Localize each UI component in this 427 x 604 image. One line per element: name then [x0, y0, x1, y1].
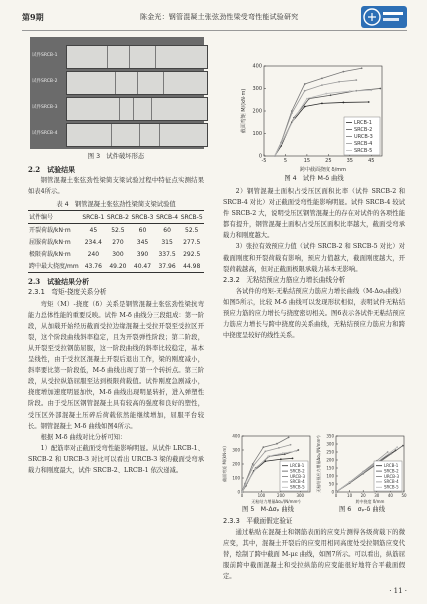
- legend-label: SRCB-4: [354, 141, 373, 148]
- section-2-2-text: 钢管混凝土张弦劲性梁简支梁试验过程中特征点实测结果如表4所示。: [28, 177, 204, 196]
- legend-label: URCB-3: [290, 473, 306, 479]
- y-tick-label: 0: [331, 489, 334, 495]
- journal-logo: [361, 6, 407, 28]
- data-point: [396, 446, 398, 448]
- legend-label: SRCB-5: [384, 484, 399, 490]
- data-point: [342, 71, 344, 73]
- table-header: SRCB-4: [155, 211, 180, 224]
- y-tick-label: 200: [326, 457, 334, 463]
- legend-label: LRCB-1: [384, 463, 399, 469]
- paragraph: 2）钢管混凝土面积占受压区面积比率（试件 SRCB-2 和 SRCB-4 对比）对正截面受弯性能影响明显。试件 SRCB-4 较试件 SRCB-2 大，说明受压区钢管混凝土的存在对试件的各项性能都有提升，钢管混凝土面积占受压区面积比率越大，截面受弯承载力和刚度越大。: [223, 188, 405, 240]
- legend-label: SRCB-5: [290, 484, 305, 490]
- journal-logo-icon: [361, 6, 407, 28]
- data-point: [321, 84, 323, 86]
- section-2-3-heading: 2.3 试验结果分析: [28, 277, 90, 287]
- table-row: 开裂荷载/kN·m 45 52.5 60 60 52.5: [29, 226, 199, 234]
- data-point: [402, 445, 404, 447]
- x-tick-label: 5: [283, 158, 288, 164]
- x-tick-label: 100: [257, 493, 266, 498]
- y-tick-label: 50: [328, 481, 334, 487]
- data-point: [379, 88, 381, 90]
- right-column: [223, 186, 405, 341]
- section-2-3-3-heading: 2.3.3 平截面假定验证: [223, 517, 293, 525]
- data-point: [292, 458, 294, 460]
- figure-5-caption: 图 5 M-Δσₚ 曲线: [242, 506, 294, 513]
- photo-label: 试件SRCB-4: [32, 131, 58, 136]
- data-point: [335, 491, 337, 493]
- table-row: 跨中最大挠度/mm 43.76 49.20 40.47 37.96 44.98: [28, 260, 204, 273]
- data-point: [264, 451, 266, 453]
- x-tick-label: 25: [325, 158, 332, 164]
- figure-4-caption: 图 4 试件 M-δ 曲线: [284, 175, 344, 182]
- paragraph: 通过粘贴在混凝土和钢筋表面的应变片测得各级荷载下的微应变，其中，混凝土开裂后的应变用相同高度处受拉钢筋应变代替，绘制了跨中截面 M-με 曲线，如图7所示。可以看出，纵筋屈服前跨中截面混凝土和受拉纵筋的应变能很好地符合平截面假定。: [223, 529, 405, 581]
- paragraph: 3）张拉有效预应力值（试件 SRCB-2 和 SRCB-5 对比）对截面刚度和开裂荷载有影响，预应力值越大，截面刚度越大，开裂荷载越高，但对正截面极限承载力基本无影响。: [223, 243, 405, 273]
- y-tick-label: 100: [232, 475, 240, 481]
- data-point: [276, 443, 278, 445]
- data-point: [293, 118, 295, 120]
- issue-number: 第9期: [22, 12, 44, 22]
- y-tick-label: 0: [237, 489, 240, 495]
- paragraph: 1）配筋率对正截面受弯性能影响明显。从试件 LRCB-1、SRCB-2 和 URCB-3 对比可以看出 URCB-3 梁的截面受弯承载力和刚度最大，试件 SRCB-2、LRCB-1 依次递减。: [28, 444, 204, 474]
- y-tick-label: 400: [252, 63, 262, 70]
- legend-label: URCB-3: [384, 473, 400, 479]
- y-axis-label: 截面弯矩 M/(kN·m): [241, 88, 247, 134]
- data-point: [342, 102, 344, 104]
- data-point: [280, 143, 282, 145]
- data-point: [338, 81, 340, 83]
- data-point: [282, 452, 284, 454]
- table-header: SRCB-3: [130, 211, 155, 224]
- results-table: [28, 210, 204, 273]
- legend-label: SRCB-2: [290, 468, 305, 474]
- table-row: 屈服荷载/kN·m 234.4 270 345 315 277.5: [29, 238, 201, 246]
- y-tick-label: 100: [252, 131, 262, 138]
- figure-5-chart: [222, 432, 314, 504]
- legend-label: SRCB-2: [354, 127, 373, 134]
- y-tick-label: 300: [232, 447, 240, 453]
- data-point: [304, 83, 306, 85]
- x-tick-label: 15: [303, 158, 311, 164]
- data-point: [267, 455, 269, 457]
- legend-label: LRCB-1: [290, 463, 305, 469]
- y-tick-label: 300: [326, 441, 334, 447]
- x-tick-label: 200: [277, 493, 285, 498]
- data-point: [304, 90, 306, 92]
- page-number: · 11 ·: [389, 587, 407, 595]
- table-row: 极限荷载/kN·m 240 300 390 337.5 292.5: [29, 250, 201, 258]
- y-tick-label: 200: [252, 108, 262, 115]
- data-point: [330, 94, 332, 96]
- x-tick-label: 50: [401, 493, 407, 498]
- running-header: [22, 8, 407, 31]
- figure-6-chart: [316, 432, 408, 504]
- photo-label: 试件SRCB-3: [32, 105, 58, 110]
- y-tick-label: 350: [326, 433, 334, 439]
- data-point: [284, 453, 286, 455]
- specimen-photo: [30, 37, 204, 149]
- data-point: [296, 450, 298, 452]
- photo-label: 试件SRCB-2: [32, 79, 58, 84]
- data-point: [290, 444, 292, 446]
- x-axis-label: 跨中截面挠度 δ/mm: [299, 167, 347, 172]
- data-point: [349, 482, 351, 484]
- legend-label: SRCB-5: [354, 148, 373, 155]
- section-2-2-heading: 2.2 试验结果: [28, 165, 76, 174]
- table-4-title: 表 4 钢管混凝土张弦劲性梁简支梁试验值: [56, 201, 176, 209]
- data-point: [280, 458, 282, 460]
- specimen-beam: [66, 45, 208, 69]
- data-point: [291, 112, 293, 114]
- table-header: SRCB-5: [179, 211, 204, 224]
- paragraph: 弯矩（M）-挠度（δ）关系是钢管混凝土张弦劲性梁抗弯能力总体性能的重要反映。试件 M-δ 曲线分三段组成：第一阶段，从加载开始经历截面受拉边缘混凝土受拉开裂至受拉区开裂，这个阶段曲线斜率稳定，且为开裂弹性阶段；第二阶段，从开裂至受拉钢筋屈服，这一阶段曲线的斜率比较稳定，基本呈线性，由于受拉区混凝土开裂后退出工作，梁的刚度减小，斜率要比第一阶段低，M-δ 曲线出现了第一个转折点。第三阶段，从受拉纵筋屈服至达到极限荷载值。试件刚度急剧减小，挠度增加速度明显加快，M-δ 曲线出现明显转折，进入弹塑性阶段。由于受压区钢管混凝土具有较高的强度和良好的塑性，受压区外部混凝土压碎后荷载依然能继续增加，屈服平台较长。钢管混凝土 M-δ 曲线如图4所示。: [28, 300, 204, 430]
- figure-3-caption: 图 3 试件破坏形态: [87, 153, 145, 160]
- x-tick-label: 35: [346, 158, 354, 164]
- specimen-beam: [66, 71, 208, 95]
- y-tick-label: 100: [326, 473, 334, 479]
- data-point: [321, 77, 323, 79]
- section-2-3-2-heading: 2.3.2 无粘结预应力筋应力增长曲线分析: [223, 275, 346, 284]
- data-point: [255, 468, 257, 470]
- data-point: [349, 90, 351, 92]
- x-tick-label: 20: [360, 493, 366, 498]
- legend-label: LRCB-1: [354, 120, 372, 127]
- legend-label: SRCB-4: [384, 479, 399, 485]
- data-point: [297, 449, 299, 451]
- legend-label: SRCB-2: [384, 468, 399, 474]
- data-point: [325, 93, 327, 95]
- y-tick-label: 150: [326, 465, 334, 471]
- data-point: [274, 155, 276, 157]
- left-column: [28, 164, 204, 476]
- paragraph: 各试件的弯矩-无粘结预应力筋应力增长曲线（M-Δσₚ曲线）如图5所示，比较 M-δ 曲线可以发现形状相似，表明试件无粘结预应力筋的应力增长与挠度密切相关。图6表示各试件无粘结预应力筋应力增长与跨中挠度的关系曲线，无粘结预应力筋应力和跨中挠度呈较好的线性关系。: [223, 287, 405, 340]
- data-point: [262, 446, 264, 448]
- y-tick-label: 0: [258, 153, 262, 160]
- data-point: [288, 437, 290, 439]
- data-point: [362, 472, 364, 474]
- x-tick-label: 10: [347, 493, 353, 498]
- data-point: [278, 447, 280, 449]
- x-axis-label: 跨中挠度 δ/mm: [355, 499, 385, 504]
- x-tick-label: 0: [240, 493, 244, 498]
- paragraph: 根据 M-δ 曲线对比分析可知：: [40, 433, 127, 441]
- y-axis-label: 无粘结预应力增量Δσₚ/(N/mm²): [316, 435, 321, 493]
- x-tick-label: 300: [296, 493, 305, 498]
- data-point: [355, 79, 357, 81]
- article-title: 陈金光：钢管混凝土张弦劲性梁受弯性能试验研究: [140, 13, 299, 21]
- y-axis-label: 截面弯矩 M/(kN·m): [222, 446, 227, 482]
- x-axis-label: 无粘结力增量Δσₚ/(N/mm²): [251, 499, 301, 504]
- data-point: [368, 101, 370, 103]
- right-column-bottom: [223, 516, 405, 583]
- data-point: [321, 102, 323, 104]
- legend-label: URCB-3: [354, 134, 373, 141]
- data-point: [245, 484, 247, 486]
- figure-6-caption: 图 6 σₚ-δ 曲线: [338, 506, 385, 513]
- data-point: [304, 106, 306, 108]
- data-point: [361, 67, 363, 69]
- x-tick-label: -5: [261, 158, 267, 164]
- table-header: SRCB-2: [106, 211, 131, 224]
- specimen-beam: [66, 97, 208, 121]
- section-2-3-1-heading: 2.3.1 弯矩-挠度关系分析: [28, 288, 107, 297]
- legend-label: SRCB-4: [290, 479, 305, 485]
- data-point: [253, 465, 255, 467]
- table-header: SRCB-1: [81, 211, 106, 224]
- data-point: [387, 451, 389, 453]
- y-tick-label: 250: [326, 449, 334, 455]
- x-tick-label: 0: [334, 493, 338, 498]
- y-tick-label: 300: [252, 86, 262, 93]
- y-tick-label: 200: [232, 461, 240, 467]
- x-tick-label: 40: [387, 493, 393, 498]
- data-point: [241, 491, 243, 493]
- data-point: [306, 98, 308, 100]
- x-tick-label: 45: [368, 158, 375, 164]
- table-header: 试件编号: [28, 211, 81, 224]
- data-point: [370, 89, 372, 91]
- photo-label: 试件SRCB-1: [32, 53, 58, 58]
- figure-4-chart: [240, 60, 390, 172]
- x-tick-label: 30: [374, 493, 380, 498]
- y-tick-label: 400: [232, 433, 240, 439]
- specimen-beam: [66, 123, 208, 147]
- data-point: [390, 453, 392, 455]
